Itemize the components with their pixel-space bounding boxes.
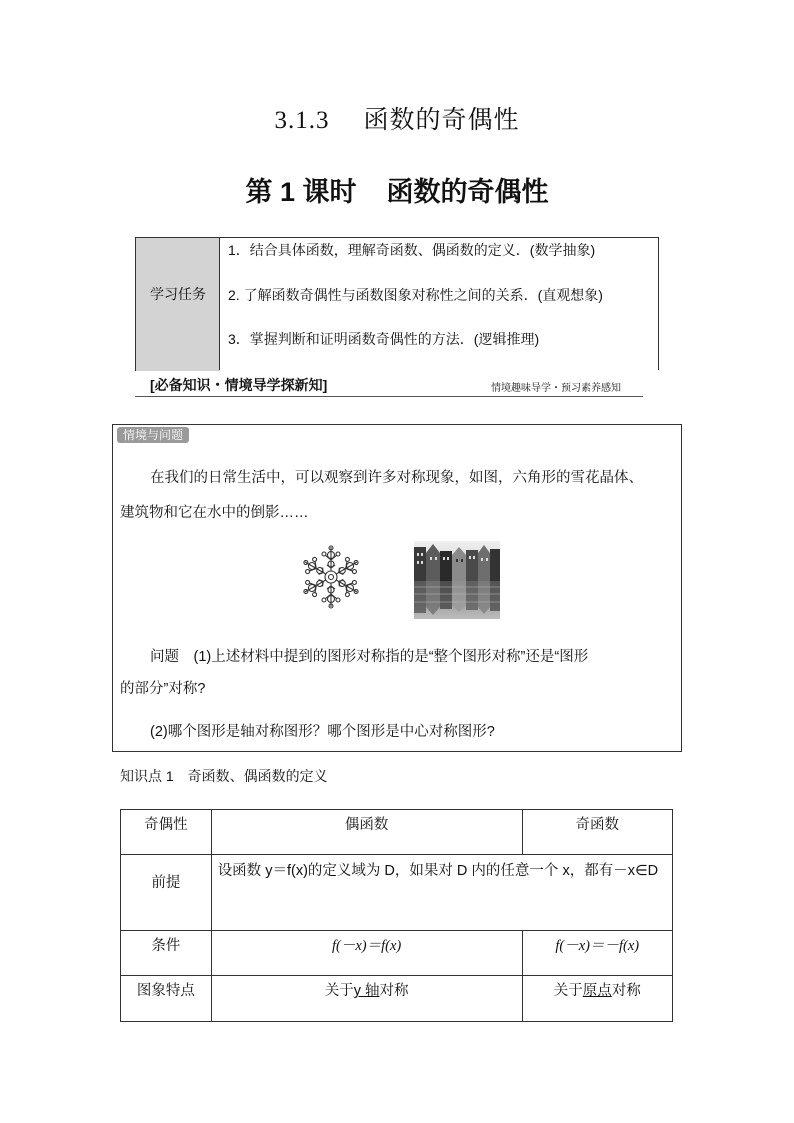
divider: [135, 237, 659, 238]
divider: [658, 237, 659, 370]
lesson-heading: [0, 170, 794, 209]
knowledge-point-title: 知识点 1 奇函数、偶函数的定义: [120, 768, 328, 784]
table-row: [121, 931, 673, 976]
odd-graph-suffix: 对称: [611, 983, 641, 999]
premise-label: 前提: [121, 855, 212, 931]
table-row: [121, 810, 673, 855]
even-graph-prefix: 关于: [324, 983, 354, 999]
lesson-title: 函数的奇偶性: [386, 177, 549, 207]
odd-graph-prefix: 关于: [553, 983, 583, 999]
even-graph-suffix: 对称: [379, 983, 409, 999]
building-reflection-photo: [414, 541, 500, 619]
task-label: 学习任务: [150, 286, 206, 302]
even-condition: f(－x)＝f(x): [211, 931, 522, 976]
scenario-tag: 情境与问题: [117, 427, 189, 443]
even-graph-key: y 轴: [353, 983, 380, 999]
condition-label: 条件: [121, 931, 212, 976]
odd-condition: f(－x)＝－f(x): [522, 931, 673, 976]
table-header: 偶函数: [211, 810, 522, 855]
table-header: 奇函数: [522, 810, 673, 855]
task-label-cell: [135, 237, 220, 371]
even-graph-feature: [211, 976, 522, 1022]
table-row: [121, 855, 673, 931]
snowflake-image: [298, 544, 364, 610]
scenario-intro-line-1: 在我们的日常生活中，可以观察到许多对称现象，如图，六角形的雪花晶体、: [150, 470, 643, 486]
graph-label: 图象特点: [121, 976, 212, 1022]
section-number: 3.1.3: [274, 107, 330, 134]
odd-graph-key: 原点: [582, 983, 612, 999]
question-2: (2)哪个图形是轴对称图形？哪个图形是中心对称图形?: [150, 724, 495, 740]
scenario-intro-line-2: 建筑物和它在水中的倒影……: [120, 505, 309, 521]
divider: [135, 396, 643, 397]
section-heading: [0, 100, 794, 136]
odd-graph-feature: [522, 976, 673, 1022]
section-banner: [必备知识・情境导学探新知]: [150, 377, 328, 393]
lesson-label: 第 1 课时: [245, 177, 357, 207]
table-header: 奇偶性: [121, 810, 212, 855]
question-1-line-1: 问题 (1)上述材料中提到的图形对称指的是“整个图形对称”还是“图形: [150, 649, 589, 665]
definition-table: [120, 809, 673, 1022]
task-item-2: 2. 了解函数奇偶性与函数图象对称性之间的关系．(直观想象): [228, 287, 603, 303]
task-item-1: 1．结合具体函数，理解奇函数、偶函数的定义．(数学抽象): [228, 242, 596, 258]
question-1-line-2: 的部分”对称?: [120, 681, 206, 697]
task-item-3: 3．掌握判断和证明函数奇偶性的方法．(逻辑推理): [228, 331, 540, 347]
premise-text: 设函数 y＝f(x)的定义域为 D，如果对 D 内的任意一个 x，都有－x∈D: [211, 855, 672, 931]
section-title: 函数的奇偶性: [363, 106, 520, 134]
table-row: [121, 976, 673, 1022]
section-banner-subtitle: 情境趣味导学・预习素养感知: [491, 383, 621, 394]
